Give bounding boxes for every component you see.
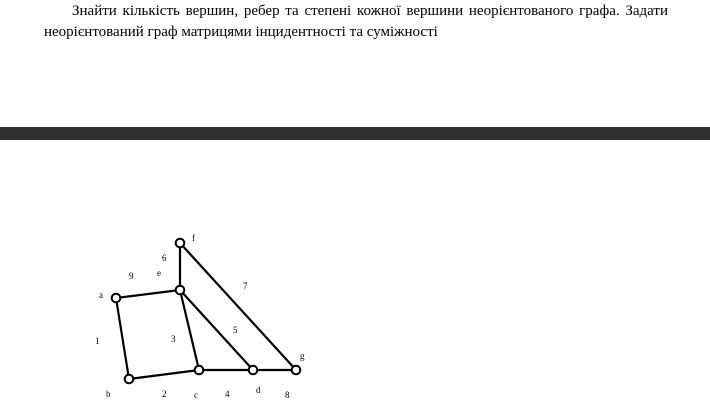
graph-edge-label-9: 9 [129,271,134,281]
graph-edge-label-7: 7 [243,281,248,291]
task-statement-text: Знайти кількість вершин, ребер та степені кожної вершини неорієнтованого графа. Задати неорієнтований граф матрицями інцидентності та суміжності [44,3,668,40]
graph-vertex-e [176,286,185,295]
graph-vertex-label-d: d [256,385,261,395]
graph-edge-5 [180,290,253,370]
graph-vertex-c [195,366,204,375]
graph-vertex-label-f: f [192,233,195,243]
graph-vertex-label-c: c [194,390,198,400]
graph-vertex-f [176,239,185,248]
graph-vertex-a [112,294,121,303]
graph-edge-1 [116,298,129,379]
graph-vertex-label-e: e [157,268,161,278]
graph-edge-label-8: 8 [285,390,290,400]
graph-vertex-b [125,375,134,384]
graph-edge-7 [180,243,296,370]
graph-edge-label-1: 1 [95,336,100,346]
graph-vertex-g [292,366,301,375]
graph-edge-label-3: 3 [171,334,176,344]
graph-vertex-label-a: a [99,290,103,300]
graph-edge-2 [129,370,199,379]
graph-edge-label-4: 4 [225,389,230,399]
graph-edge-label-6: 6 [162,253,167,263]
graph-edge-label-2: 2 [162,389,167,399]
graph-vertex-d [249,366,258,375]
graph-edge-9 [116,290,180,298]
graph-edge-label-5: 5 [233,325,238,335]
graph-vertex-label-g: g [300,351,305,361]
graph-vertex-label-b: b [106,389,111,399]
